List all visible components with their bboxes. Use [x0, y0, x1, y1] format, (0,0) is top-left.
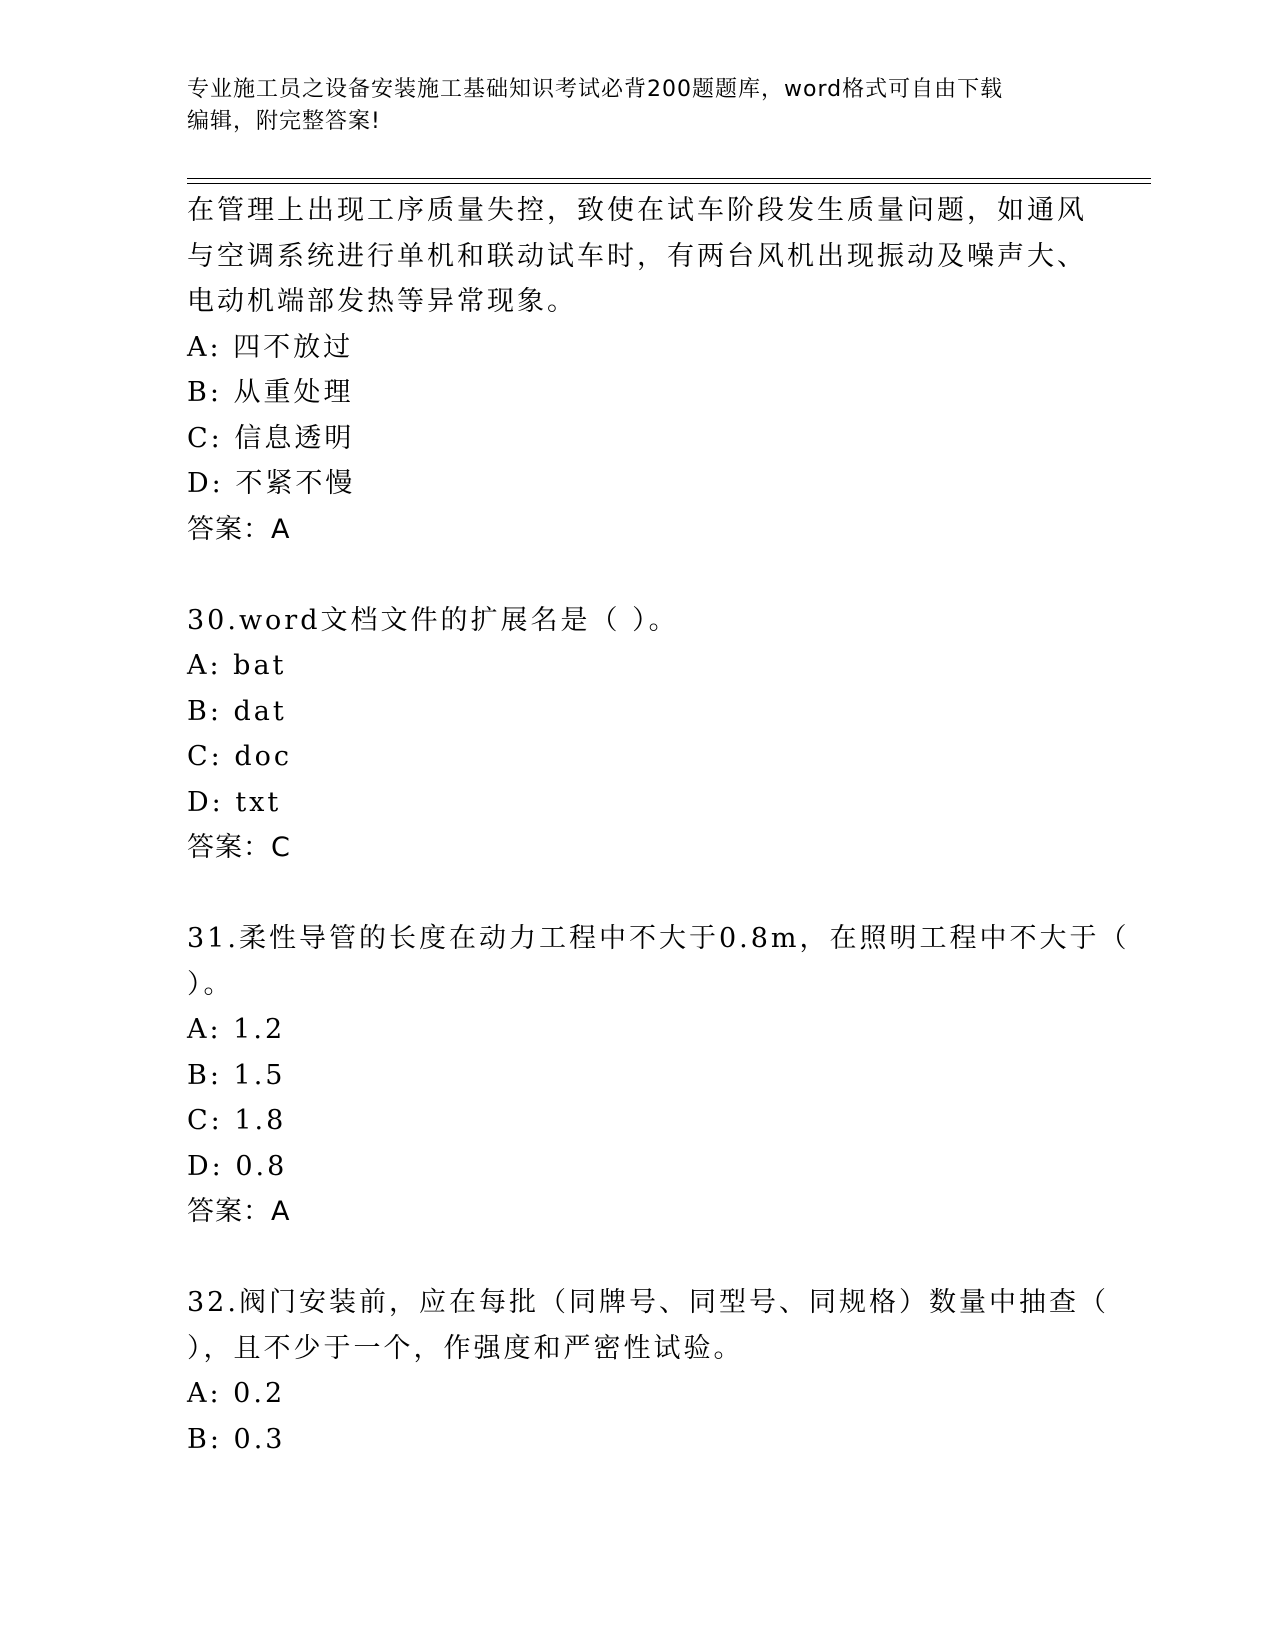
option-d: D: 0.8: [187, 1150, 288, 1182]
option-c: C: doc: [187, 741, 292, 772]
option-d: D: txt: [187, 786, 282, 818]
option-b: B: 1.5: [187, 1059, 286, 1091]
question-text-line: 30.word文档文件的扩展名是（ ）。: [187, 604, 679, 636]
option-b: B: dat: [187, 695, 287, 727]
document-header: [187, 74, 1067, 138]
option-b: B: 从重处理: [187, 377, 354, 408]
question-text-line: 与空调系统进行单机和联动试车时，有两台风机出现振动及噪声大、: [187, 240, 1087, 272]
question-text-line: 在管理上出现工序质量失控，致使在试车阶段发生质量问题，如通风: [187, 195, 1087, 226]
question-block-30: [187, 598, 1087, 871]
option-a: A: 0.2: [187, 1378, 286, 1409]
document-body: [187, 188, 1130, 1462]
option-a: A: 1.2: [187, 1014, 286, 1045]
header-title-line-2: 编辑，附完整答案!: [187, 109, 381, 134]
block-spacer: [187, 871, 1087, 917]
answer-label: 答案：C: [187, 832, 291, 863]
header-rule-top: [187, 178, 1151, 179]
option-b: B: 0.3: [187, 1423, 286, 1455]
block-spacer: [187, 552, 1087, 598]
question-text-line: 32.阀门安装前，应在每批（同牌号、同型号、同规格）数量中抽查（: [187, 1287, 1109, 1318]
header-title-line-1: 专业施工员之设备安装施工基础知识考试必背200题题库，word格式可自由下载: [187, 77, 1004, 102]
header-rule-bottom: [187, 183, 1151, 184]
option-d: D: 不紧不慢: [187, 468, 356, 499]
question-text-line: 31.柔性导管的长度在动力工程中不大于0.8m，在照明工程中不大于（: [187, 923, 1130, 954]
option-a: A: bat: [187, 650, 287, 681]
answer-label: 答案：A: [187, 513, 291, 545]
option-c: C: 信息透明: [187, 422, 355, 454]
question-text-line: 电动机端部发热等异常现象。: [187, 286, 577, 317]
block-spacer: [187, 1235, 1087, 1281]
question-text-line: ），且不少于一个，作强度和严密性试验。: [187, 1332, 744, 1364]
option-a: A: 四不放过: [187, 331, 354, 363]
question-text-line: ）。: [187, 968, 234, 1000]
answer-label: 答案：A: [187, 1196, 291, 1227]
option-c: C: 1.8: [187, 1105, 287, 1136]
question-block-intro: [187, 188, 1087, 552]
question-block-32: [187, 1280, 1109, 1462]
question-block-31: [187, 916, 1130, 1235]
